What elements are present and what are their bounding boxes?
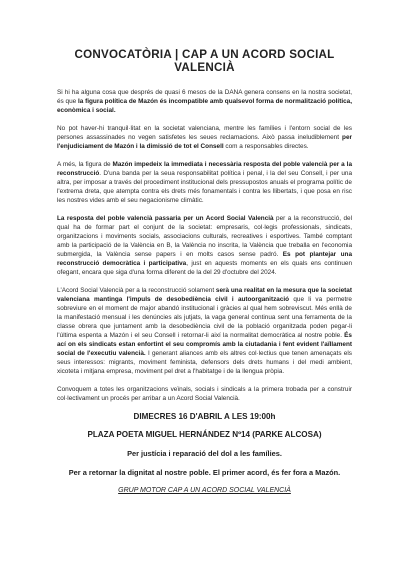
- bold-run: Es pot plantejar una reconstrucció democràtica i participativa: [57, 251, 353, 267]
- text-run: com a responsables directes.: [223, 143, 309, 150]
- text-run: Convoquem a totes les organitzacions veïnals, socials i sindicals a la primera trobada per a construir col·lectivament un procés per arribar a un Acord Social Valencià.: [57, 386, 352, 402]
- text-run: . D'una banda per la seua responsabilitat política i penal, i la del seu Consell, i per una altra, per imposar a través del procediment institucional dels pressupostos anuals el programa polític de l'extrema dreta, que atempta contra els drets més fonamentals i contra les llibertats, i que posa en risc les nostres vides amb el seu negacionisme climàtic.: [57, 170, 352, 204]
- paragraph-2: [57, 124, 352, 151]
- text-run: No pot haver-hi tranquil·litat en la societat valenciana, mentre les famílies i l'entorn social de les persones assassinades no vegen satisfetes les seues reclamacions. Això passa ineludiblement: [57, 125, 352, 141]
- text-run: , just en aquests moments en els quals ens continuen ofegant, encara que siga d'una forma diferent de la del 29 d'octubre del 2024.: [57, 260, 353, 276]
- bold-run: serà una realitat en la mesura que la societat valenciana mantinga l'impuls de desobediència civil i autoorganització: [57, 287, 352, 303]
- bold-run: la figura política de Mazón és incompatible amb qualsevol forma de normalització política, econòmica i social.: [57, 98, 352, 114]
- text-run: I generant aliances amb els altres col·lectius que tenen amenaçats els seus interessos: migrants, moviment feminista, defensors dels drets humans i del medi ambient, xicoteta i mitjana empresa, moviment pel dret a l'habitatge i de la llengua pròpia.: [57, 350, 352, 375]
- paragraph-4: [57, 214, 352, 277]
- bold-run: És ací on els sindicats estan enfortint el seu compromís amb la ciutadania i fent evident l'aïllament social de l'executiu valencià.: [57, 332, 352, 357]
- bold-run: per l'enjudiciament de Mazón i la dimissió de tot el Consell: [57, 134, 352, 150]
- slogan-dignity: Per a retornar la dignitat al nostre poble. El primer acord, és fer fora a Mazón.: [68, 468, 341, 477]
- bold-run: La resposta del poble valencià passaria per un Acord Social Valencià: [57, 215, 274, 222]
- paragraph-6: [57, 385, 352, 403]
- slogan-justice: Per justícia i reparació del dol a les famílies.: [127, 449, 282, 458]
- text-run: que li va permetre sobreviure en el moment de major abandó institucional i gràcies al qual hem sobreviscut. Més enllà de la manifestació mensual i les denúncies als jutjats, la vaga general continua sent una ferramenta de la classe obrera que juntament amb la desobediència civil de la població organitzada poden pegar-li l'última espenta a Mazón i el seu Consell i retornar-li així la normalitat democràtica al nostre poble.: [57, 296, 352, 339]
- bold-run: Mazón impedeix la immediata i necessària resposta del poble valencià per a la reconstrucció: [57, 161, 352, 177]
- paragraph-3: [57, 160, 352, 205]
- event-date: DIMECRES 16 D'ABRIL A LES 19:00h: [133, 412, 276, 421]
- text-run: Si hi ha alguna cosa que després de quasi 6 mesos de la DANA genera consens en la nostra societat, és que: [57, 89, 352, 105]
- text-run: per a la reconstrucció, del qual ha de formar part el conjunt de la societat: empresaris, col·legis professionals, sindicats, organitzacions i moviments socials, associacions culturals, recreatives i esportives. També comptant amb la participació de la València en B, la València no inscrita, la València que treballa en l'economia submergida, la València sense papers i en molts casos sense padró.: [57, 215, 352, 258]
- document-title: CONVOCATÒRIA | CAP A UN ACORD SOCIAL VALENCIÀ: [74, 48, 335, 74]
- text-run: L'Acord Social Valencià per a la reconstrucció solament: [57, 287, 216, 294]
- paragraph-5: [57, 286, 352, 376]
- paragraph-1: [57, 88, 352, 115]
- event-place: PLAZA POETA MIGUEL HERNÁNDEZ Nº14 (PARKE ALCOSA): [87, 430, 322, 439]
- signature: GRUP MOTOR CAP A UN ACORD SOCIAL VALENCIÀ: [118, 487, 291, 494]
- text-run: A més, la figura de: [57, 161, 113, 168]
